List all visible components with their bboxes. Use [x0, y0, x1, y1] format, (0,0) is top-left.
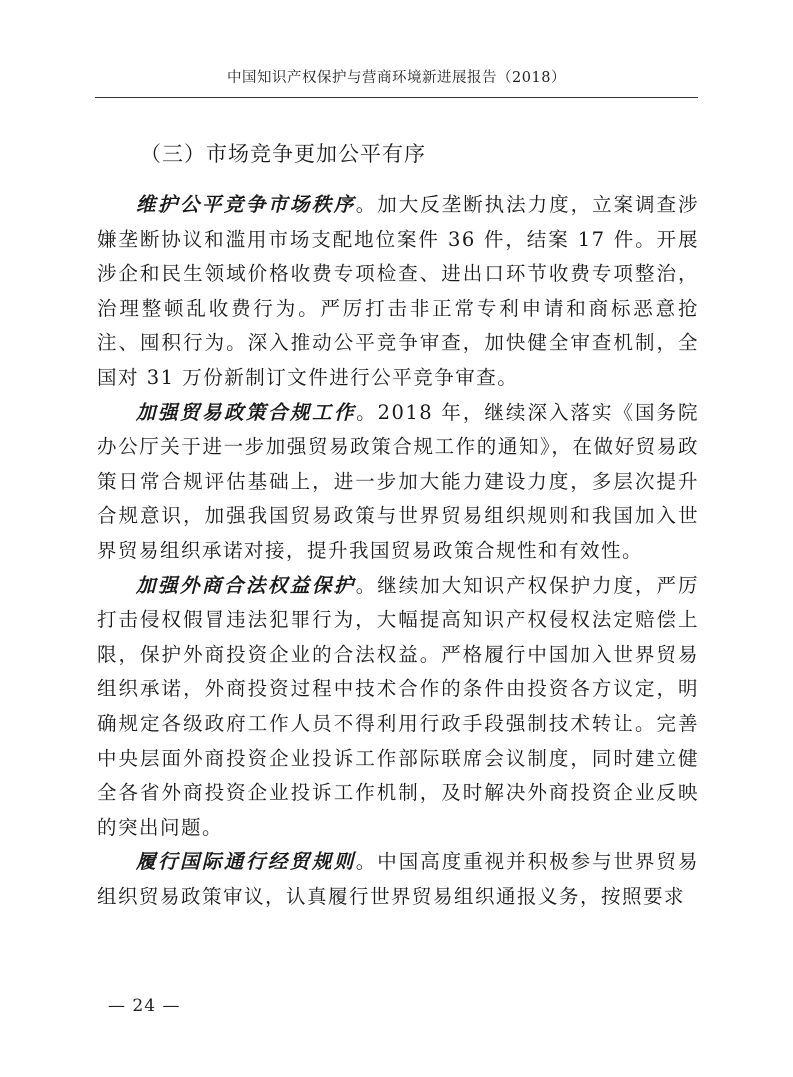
paragraph-body: 。2018 年，继续深入落实《国务院办公厅关于进一步加强贸易政策合规工作的通知》，在做好贸易政策日常合规评估基础上，进一步加大能力建设力度，多层次提升合规意识，加强我国贸易政策与世界贸易组织规则和我国加入世界贸易组织承诺对接，提升我国贸易政策合规性和有效性。 — [97, 400, 699, 562]
paragraph-foreign-investor-rights — [97, 569, 699, 846]
paragraph-lead: 加强外商合法权益保护 — [136, 573, 356, 597]
paragraph-body: 。继续加大知识产权保护力度，严厉打击侵权假冒违法犯罪行为，大幅提高知识产权侵权法定赔偿上限，保护外商投资企业的合法权益。严格履行中国加入世界贸易组织承诺，外商投资过程中技术合作的条件由投资各方议定，明确规定各级政府工作人员不得利用行政手段强制技术转让。完善中央层面外商投资企业投诉工作部际联席会议制度，同时建立健全各省外商投资企业投诉工作机制，及时解决外商投资企业反映的突出问题。 — [97, 573, 699, 839]
paragraph-lead: 维护公平竞争市场秩序 — [136, 193, 356, 216]
paragraph-trade-rules — [97, 845, 699, 914]
paragraph-body: 。中国高度重视并积极参与世界贸易组织贸易政策审议，认真履行世界贸易组织通报义务，按照要求 — [97, 850, 699, 908]
paragraph-body: 。加大反垄断执法力度，立案调查涉嫌垄断协议和滥用市场支配地位案件 36 件，结案 17 件。开展涉企和民生领域价格收费专项检查、进出口环节收费专项整治，治理整顿乱收费行为。严厉打击非正常专利申请和商标恶意抢注、囤积行为。深入推动公平竞争审查，加快健全审查机制，全国对 31 万份新制订文件进行公平竞争审查。 — [97, 193, 699, 389]
running-header: 中国知识产权保护与营商环境新进展报告（2018） — [227, 70, 566, 86]
paragraph-lead: 履行国际通行经贸规则 — [136, 850, 356, 874]
paragraph-fair-competition — [97, 188, 699, 396]
paragraph-lead: 加强贸易政策合规工作 — [136, 400, 357, 424]
paragraph-trade-policy-compliance — [97, 396, 699, 569]
body-text — [97, 188, 699, 914]
section-heading: （三）市场竞争更加公平有序 — [140, 142, 426, 166]
page-number: — 24 — — [108, 996, 181, 1016]
header-divider — [95, 97, 698, 98]
